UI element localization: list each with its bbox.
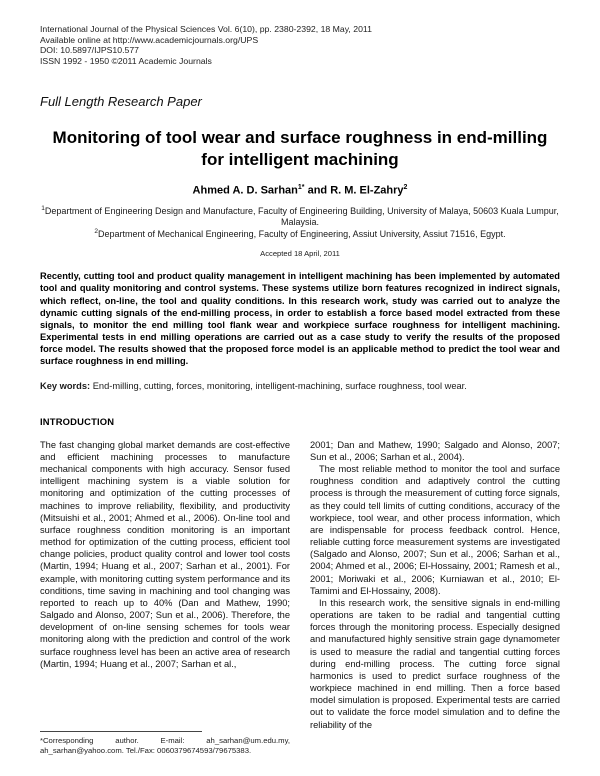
paper-title: Monitoring of tool wear and surface roughness in end-milling for intelligent machining	[52, 128, 548, 169]
footnote-divider	[40, 731, 202, 732]
affiliation-1-superscript: 1	[41, 205, 45, 213]
affiliation-1-text: Department of Engineering Design and Manufacture, Faculty of Engineering Building, University of Malaya, 50603 Kuala Lumpur, Malaysia.	[44, 206, 559, 228]
affiliation-2-superscript: 2	[94, 228, 99, 236]
paper-type-label: Full Length Research Paper	[40, 94, 202, 110]
corresponding-author-footnote	[40, 731, 290, 756]
author-first-superscript: 1*	[297, 183, 305, 191]
author-second-superscript: 2	[403, 183, 408, 191]
accepted-date: Accepted 18 April, 2011	[260, 249, 340, 259]
body-column-left	[40, 439, 290, 756]
journal-doi-line: DOI: 10.5897/IJPS10.577	[40, 45, 140, 56]
author-second: R. M. El-Zahry	[330, 184, 404, 197]
journal-title-line: International Journal of the Physical Sciences Vol. 6(10), pp. 2380-2392, 18 May, 2011	[40, 24, 372, 34]
journal-issn-line: ISSN 1992 - 1950 ©2011 Academic Journals	[40, 55, 212, 66]
intro-paragraph-right-3: In this research work, the sensitive signals in end-milling operations are taken to be radial and tangential cutting forces through the monitoring process. Especially designed and manufactured highly sensitive strain gage dynamometer is used to measure the radial and tangential cutting forces during end-milling process. The cutting force signal harmonics is used to predict surface roughness of the workpiece machined in end milling. Then a force based model simulation is proposed. Experimental tests are carried out to validate the force model simulation and to define the reliability of the	[310, 597, 560, 730]
intro-paragraph-right-1: 2001; Dan and Mathew, 1990; Salgado and Alonso, 2007; Sun et al., 2006; Sarhan et al., 2004).	[310, 439, 560, 462]
keywords-line	[40, 380, 560, 392]
intro-paragraph-right-2: The most reliable method to monitor the tool and surface roughness condition and adaptively control the cutting process is through the measurement of cutting force signals, as they could tell limits of cutting conditions, accuracy of the workpiece, tool wear, and other process information, which are indispensable for process feedback control. Hence, reliable cutting force measurement systems are investigated (Salgado and Alonso, 2007; Sun et al., 2006; Sarhan et al., 2004; Ahmed et al., 2006; El-Hossainy, 2001; Ramesh et al., 2001; Moriwaki et al., 2006; Kurniawan et al., 2010; El-Tamimi and El-Hossainy, 2008).	[310, 464, 560, 596]
authors-connector: and	[304, 184, 331, 197]
corresponding-author-text: *Corresponding author. E-mail: ah_sarhan@um.edu.my, ah_sarhan@yahoo.com. Tel./Fax: 0060379674593/79675383.	[40, 735, 290, 755]
journal-header	[40, 24, 560, 66]
body-column-right	[310, 439, 560, 756]
affiliations	[40, 205, 560, 240]
journal-url-line: Available online at http://www.academicjournals.org/UPS	[40, 34, 259, 45]
section-heading-introduction: INTRODUCTION	[40, 415, 115, 427]
affiliation-2-text: Department of Mechanical Engineering, Faculty of Engineering, Assiut University, Assiut 71516, Egypt.	[98, 229, 506, 240]
affiliation-1	[40, 205, 560, 228]
body-columns	[40, 439, 560, 756]
affiliation-2	[40, 228, 560, 240]
authors-line	[40, 184, 560, 197]
abstract-text: Recently, cutting tool and product quality management in intelligent machining has been implemented by automated tool and quality monitoring and control systems. These systems utilize born features recognized in indirect signals, which reflect, on-line, the tool and quality conditions. In this research work, study was carried out to analyze the dynamic cutting signals of the end-milling process, in order to establish a force based model extracted from these signals, to monitor the end milling tool flank wear and workpiece surface roughness for intelligent machining. Experimental tests in end milling operations are carried out as a case study to verify the results of the proposed force model. The results showed that the proposed force model is an applicable method to predict the tool wear and surface roughness in end milling.	[40, 271, 560, 367]
keywords-label: Key words:	[40, 380, 91, 391]
intro-paragraph-left: The fast changing global market demands are cost-effective and efficient machining processes to manufacture mechanical components with high accuracy. Sensor fused intelligent machining system is a viable solution for monitoring and optimization of the cutting processes of machines to improve reliability, flexibility, and productivity (Mitsuishi et al., 2001; Ahmed et al., 2006). On-line tool and surface roughness condition monitoring is an important method for optimization of the cutting process, efficient tool change policies, product quality control and lower tool costs (Martin, 1994; Huang et al., 2007; Sarhan et al., 2001). For example, with monitoring cutting system performance and its conditions, time saving in machining and tool changing was reported to reach up to 40% (Dan and Mathew, 1990; Salgado and Alonso, 2007; Sun et al., 2006). Therefore, the development of on-line sensing schemes for tools wear monitoring along with the prediction and control of the work surface roughness level has been an active area of research (Martin, 1994; Huang et al., 2007; Sarhan et al.,	[40, 439, 290, 669]
author-first: Ahmed A. D. Sarhan	[192, 184, 298, 197]
keywords-text: End-milling, cutting, forces, monitoring, intelligent-machining, surface roughness, tool wear.	[90, 380, 467, 391]
